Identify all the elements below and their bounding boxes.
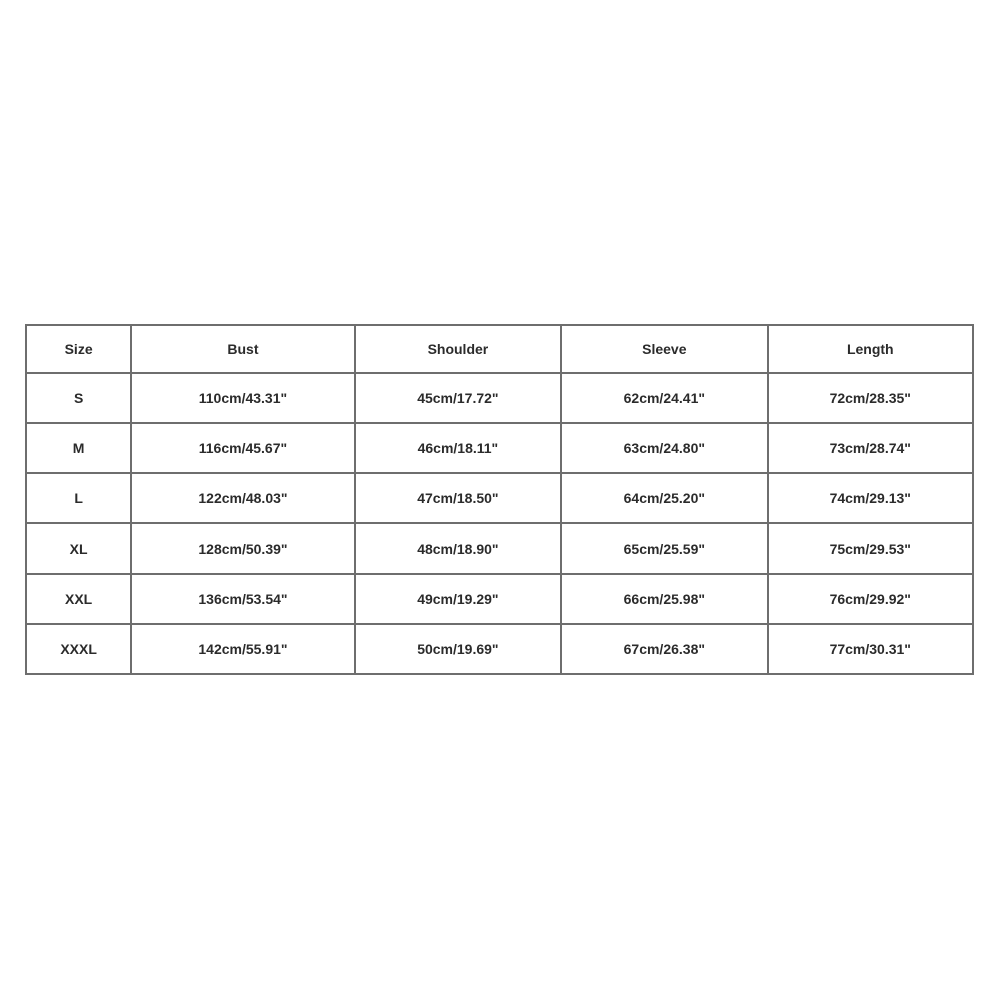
header-row <box>26 325 973 373</box>
size-chart-table <box>25 324 974 675</box>
size-cell: M <box>26 423 131 473</box>
shoulder-cell: 49cm/19.29" <box>355 574 561 624</box>
shoulder-cell: 47cm/18.50" <box>355 473 561 523</box>
sleeve-cell: 62cm/24.41" <box>561 373 767 423</box>
shoulder-cell: 45cm/17.72" <box>355 373 561 423</box>
length-cell: 77cm/30.31" <box>768 624 973 674</box>
length-cell: 72cm/28.35" <box>768 373 973 423</box>
header-bust: Bust <box>131 325 354 373</box>
length-cell: 75cm/29.53" <box>768 523 973 573</box>
sleeve-cell: 67cm/26.38" <box>561 624 767 674</box>
bust-cell: 110cm/43.31" <box>131 373 354 423</box>
size-cell: XL <box>26 523 131 573</box>
table-row <box>26 473 973 523</box>
sleeve-cell: 64cm/25.20" <box>561 473 767 523</box>
sleeve-cell: 63cm/24.80" <box>561 423 767 473</box>
shoulder-cell: 48cm/18.90" <box>355 523 561 573</box>
table-row <box>26 423 973 473</box>
shoulder-cell: 46cm/18.11" <box>355 423 561 473</box>
size-cell: XXL <box>26 574 131 624</box>
header-shoulder: Shoulder <box>355 325 561 373</box>
size-cell: L <box>26 473 131 523</box>
length-cell: 73cm/28.74" <box>768 423 973 473</box>
length-cell: 76cm/29.92" <box>768 574 973 624</box>
size-cell: XXXL <box>26 624 131 674</box>
length-cell: 74cm/29.13" <box>768 473 973 523</box>
bust-cell: 128cm/50.39" <box>131 523 354 573</box>
bust-cell: 116cm/45.67" <box>131 423 354 473</box>
sleeve-cell: 66cm/25.98" <box>561 574 767 624</box>
table-row <box>26 373 973 423</box>
bust-cell: 136cm/53.54" <box>131 574 354 624</box>
bust-cell: 122cm/48.03" <box>131 473 354 523</box>
bust-cell: 142cm/55.91" <box>131 624 354 674</box>
table-row <box>26 523 973 573</box>
table-row <box>26 574 973 624</box>
header-size: Size <box>26 325 131 373</box>
table-row <box>26 624 973 674</box>
shoulder-cell: 50cm/19.69" <box>355 624 561 674</box>
header-length: Length <box>768 325 973 373</box>
size-cell: S <box>26 373 131 423</box>
header-sleeve: Sleeve <box>561 325 767 373</box>
sleeve-cell: 65cm/25.59" <box>561 523 767 573</box>
